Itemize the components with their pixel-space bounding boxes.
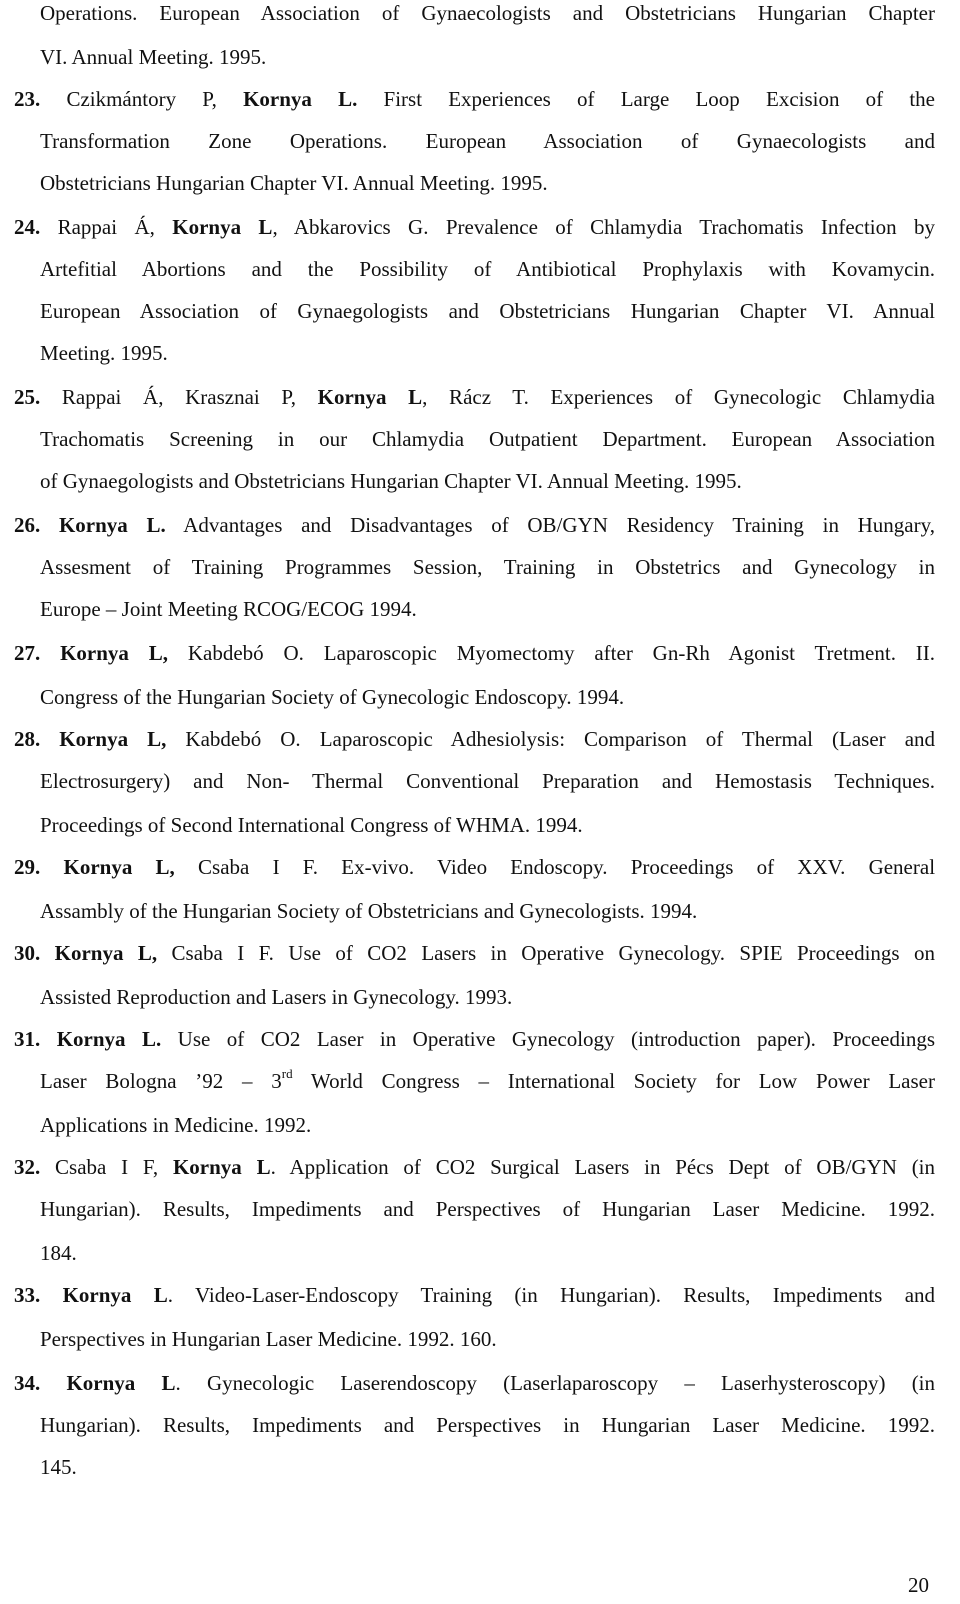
text-segment: Hungarian). Results, Impediments and Perspectives of Hungarian Laser Medicine. 1992. [40, 1197, 935, 1221]
text-segment: Transformation Zone Operations. European Association of Gynaecologists and [40, 129, 935, 153]
text-segment: Meeting. 1995. [40, 341, 168, 365]
text-segment: Operations. European Association of Gynaecologists and Obstetricians Hungarian Chapter [40, 1, 935, 25]
text-line [40, 298, 935, 324]
text-segment: Assisted Reproduction and Lasers in Gynecology. 1993. [40, 985, 513, 1009]
text-segment: Trachomatis Screening in our Chlamydia Outpatient Department. European Association [40, 427, 935, 451]
bold-text: 31. [14, 1027, 57, 1051]
text-segment: Obstetricians Hungarian Chapter VI. Annual Meeting. 1995. [40, 171, 548, 195]
text-segment: World Congress – International Society for Low Power Laser [292, 1069, 935, 1093]
bold-text: Kornya L [317, 385, 423, 409]
text-line [40, 426, 935, 452]
text-segment: Czikmántory P, [66, 87, 244, 111]
bold-text: Kornya L. [56, 1027, 162, 1051]
text-line [40, 468, 935, 494]
bold-text: 24. [14, 215, 58, 239]
bold-text: 29. [14, 855, 64, 879]
bold-text: Kornya L [172, 1155, 271, 1179]
text-line [14, 640, 935, 666]
text-line [14, 384, 935, 410]
text-segment: . Gynecologic Laserendoscopy (Laserlaparoscopy – Laserhysteroscopy) (in [175, 1371, 936, 1395]
page-number: 20 [908, 1573, 929, 1597]
text-line [14, 726, 935, 752]
text-line [14, 1154, 935, 1180]
text-segment: Hungarian). Results, Impediments and Perspectives in Hungarian Laser Medicine. 1992. [40, 1413, 935, 1437]
text-segment: First Experiences of Large Loop Excision of the [357, 87, 935, 111]
text-segment: Rappai Á, [57, 215, 173, 239]
bold-text: Kornya L. [58, 513, 166, 537]
text-line [40, 1240, 140, 1266]
text-segment: 145. [40, 1455, 77, 1479]
bold-text: 34. [14, 1371, 67, 1395]
text-segment: , Rácz T. Experiences of Gynecologic Chlamydia [422, 385, 935, 409]
text-segment: Congress of the Hungarian Society of Gynecologic Endoscopy. 1994. [40, 685, 625, 709]
text-line [40, 768, 935, 794]
text-line [14, 86, 935, 112]
bold-text: Kornya L. [243, 87, 358, 111]
text-line [40, 984, 740, 1010]
text-line [40, 898, 935, 924]
text-segment: 184. [40, 1241, 77, 1265]
text-segment: Rappai Á, Krasznai P, [61, 385, 318, 409]
text-segment: Laser Bologna ’92 – 3 [40, 1069, 282, 1093]
text-line [14, 1282, 935, 1308]
text-line [40, 554, 935, 580]
bold-text: Kornya L [66, 1371, 176, 1395]
text-segment: Kabdebó O. Laparoscopic Myomectomy after Gn-Rh Agonist Tretment. II. [168, 641, 936, 665]
text-segment: Artefitial Abortions and the Possibility of Antibiotical Prophylaxis with Kovamycin. [40, 257, 935, 281]
superscript-text: rd [281, 1066, 293, 1081]
bold-text: Kornya L, [59, 727, 167, 751]
bold-text: 27. [14, 641, 61, 665]
text-line [40, 0, 935, 26]
text-line [40, 1412, 935, 1438]
text-line [40, 170, 640, 196]
text-line [40, 44, 340, 70]
text-line [40, 1454, 140, 1480]
text-line [14, 512, 935, 538]
bold-text: 28. [14, 727, 60, 751]
text-segment: European Association of Gynaegologists and Obstetricians Hungarian Chapter VI. Annual [40, 299, 935, 323]
text-segment: Advantages and Disadvantages of OB/GYN Residency Training in Hungary, [165, 513, 936, 537]
text-segment: Assambly of the Hungarian Society of Obstetricians and Gynecologists. 1994. [40, 899, 698, 923]
text-line [14, 854, 935, 880]
bold-text: 23. [14, 87, 67, 111]
text-segment: Europe – Joint Meeting RCOG/ECOG 1994. [40, 597, 417, 621]
text-segment: Use of CO2 Laser in Operative Gynecology (introduction paper). Proceedings [161, 1027, 936, 1051]
text-segment: Electrosurgery) and Non- Thermal Conventional Preparation and Hemostasis Techniques. [40, 769, 935, 793]
text-segment: Csaba I F, [55, 1155, 173, 1179]
text-line [40, 684, 935, 710]
text-segment: Perspectives in Hungarian Laser Medicine. 1992. 160. [40, 1327, 497, 1351]
text-segment: Proceedings of Second International Congress of WHMA. 1994. [40, 813, 583, 837]
bold-text: Kornya L [62, 1283, 168, 1307]
bold-text: 25. [14, 385, 62, 409]
text-segment: of Gynaegologists and Obstetricians Hungarian Chapter VI. Annual Meeting. 1995. [40, 469, 742, 493]
text-line [40, 340, 340, 366]
text-line [40, 256, 935, 282]
text-line [40, 812, 740, 838]
text-segment: Csaba I F. Use of CO2 Lasers in Operative Gynecology. SPIE Proceedings on [157, 941, 936, 965]
bold-text: Kornya L [172, 215, 273, 239]
text-line [14, 214, 935, 240]
text-line [40, 596, 640, 622]
text-line [40, 128, 935, 154]
text-segment: . Video-Laser-Endoscopy Training (in Hungarian). Results, Impediments and [167, 1283, 936, 1307]
text-segment: . Application of CO2 Surgical Lasers in Pécs Dept of OB/GYN (in [270, 1155, 936, 1179]
text-segment: Assesment of Training Programmes Session, Training in Obstetrics and Gynecology in [40, 555, 935, 579]
bold-text: Kornya L, [60, 641, 169, 665]
text-segment: Applications in Medicine. 1992. [40, 1113, 312, 1137]
bold-text: Kornya L, [54, 941, 158, 965]
text-line [14, 1026, 935, 1052]
bold-text: 33. [14, 1283, 63, 1307]
text-segment: Csaba I F. Ex-vivo. Video Endoscopy. Proceedings of XXV. General [174, 855, 936, 879]
text-line [14, 1370, 935, 1396]
text-line [40, 1196, 935, 1222]
bold-text: 30. [14, 941, 55, 965]
text-segment: VI. Annual Meeting. 1995. [40, 45, 267, 69]
bold-text: 26. [14, 513, 59, 537]
text-segment: Kabdebó O. Laparoscopic Adhesiolysis: Comparison of Thermal (Laser and [166, 727, 936, 751]
text-line [14, 940, 935, 966]
bold-text: 32. [14, 1155, 56, 1179]
text-segment: , Abkarovics G. Prevalence of Chlamydia Trachomatis Infection by [272, 215, 935, 239]
text-line [40, 1112, 540, 1138]
text-line [40, 1326, 740, 1352]
bold-text: Kornya L, [63, 855, 175, 879]
text-line [40, 1068, 935, 1094]
